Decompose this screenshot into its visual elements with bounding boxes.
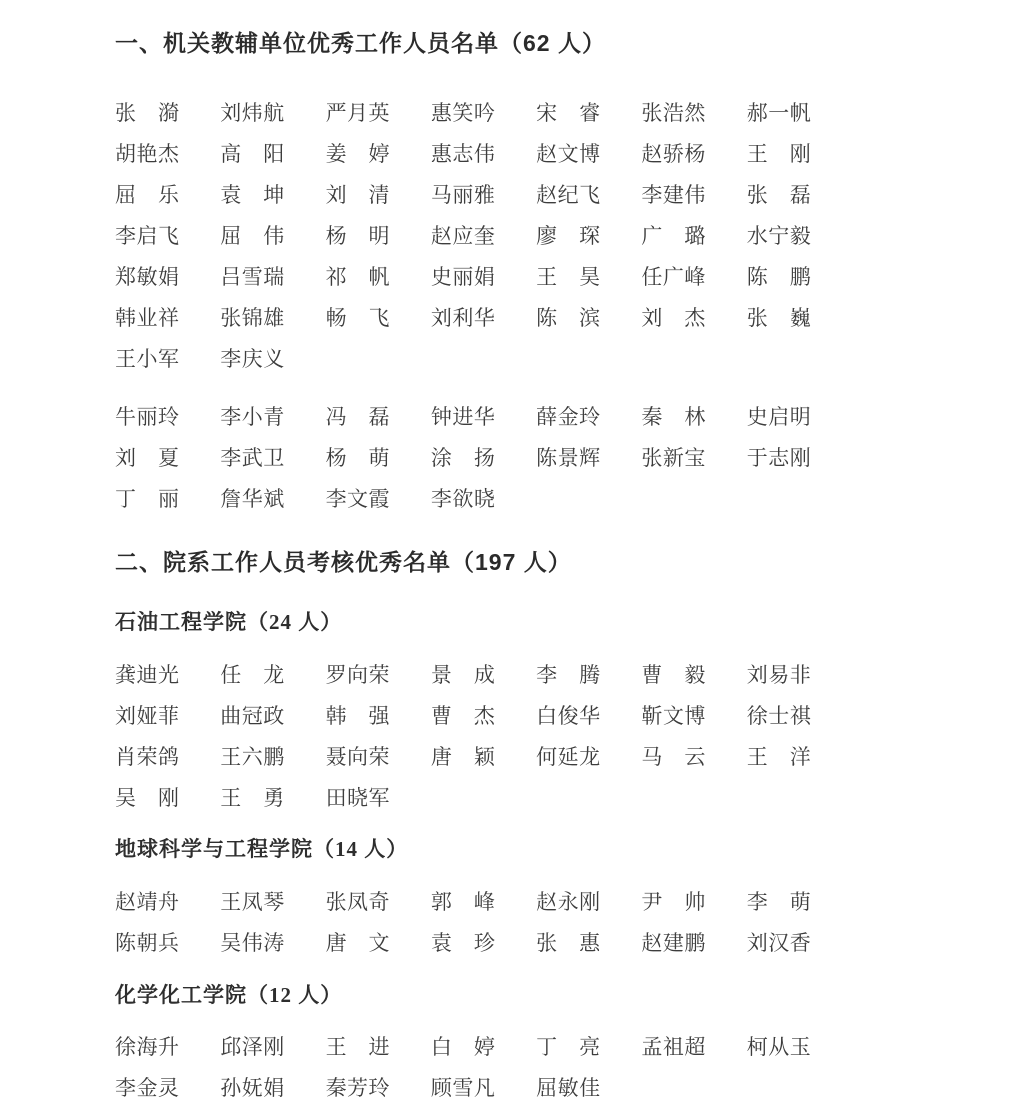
person-name: 靳文博	[641, 703, 706, 728]
person-name: 廖 琛	[536, 224, 601, 249]
person-name: 赵纪飞	[536, 183, 601, 208]
person-name: 袁 珍	[430, 931, 496, 956]
person-name: 陈 鹏	[746, 265, 812, 290]
person-name: 聂向荣	[325, 744, 391, 769]
person-name: 陈景辉	[536, 446, 601, 471]
name-row	[115, 133, 852, 174]
subsection-title: 石油工程学院（24 人）	[115, 610, 343, 635]
person-name: 顾雪凡	[430, 1076, 496, 1101]
name-row	[115, 881, 852, 922]
person-name: 胡艳杰	[115, 142, 180, 167]
person-name: 姜 婷	[325, 142, 391, 167]
name-row	[115, 297, 852, 338]
subsection-title: 化学化工学院（12 人）	[115, 982, 343, 1007]
person-name: 冯 磊	[325, 405, 391, 430]
person-name: 罗向荣	[325, 662, 391, 687]
person-name: 张锦雄	[220, 306, 285, 331]
person-name: 刘汉香	[746, 931, 812, 956]
person-name: 赵永刚	[536, 890, 601, 915]
person-name: 惠笑吟	[430, 101, 496, 126]
person-name: 刘娅菲	[115, 703, 180, 728]
name-row	[115, 478, 852, 519]
person-name: 张 漪	[115, 101, 180, 126]
person-name: 王小军	[115, 347, 180, 372]
person-name: 钟进华	[430, 405, 496, 430]
person-name: 刘 夏	[115, 446, 180, 471]
person-name: 赵靖舟	[115, 890, 180, 915]
section-title: 二、院系工作人员考核优秀名单（197 人）	[115, 548, 572, 575]
person-name: 徐海升	[115, 1035, 180, 1060]
section-title: 一、机关教辅单位优秀工作人员名单（62 人）	[115, 30, 606, 56]
document-content	[115, 30, 852, 1108]
person-name: 涂 扬	[430, 446, 496, 471]
name-row	[115, 922, 852, 963]
person-name: 吴伟涛	[220, 931, 285, 956]
person-name: 孟祖超	[641, 1035, 706, 1060]
person-name: 曹 杰	[430, 703, 496, 728]
person-name: 马 云	[641, 744, 706, 769]
person-name: 李 腾	[536, 662, 601, 687]
person-name: 李建伟	[641, 183, 706, 208]
name-row	[115, 1067, 852, 1108]
name-row	[115, 92, 852, 133]
person-name: 牛丽玲	[115, 405, 180, 430]
person-name: 李庆义	[220, 347, 285, 372]
person-name: 王 洋	[746, 744, 812, 769]
name-group	[115, 396, 852, 519]
person-name: 尹 帅	[641, 890, 706, 915]
person-name: 李启飞	[115, 224, 180, 249]
person-name: 丁 丽	[115, 487, 180, 512]
person-name: 白 婷	[430, 1035, 496, 1060]
person-name: 李欲晓	[430, 487, 496, 512]
person-name: 王 刚	[746, 142, 812, 167]
person-name: 薛金玲	[536, 405, 601, 430]
person-name: 吕雪瑞	[220, 265, 285, 290]
name-row	[115, 653, 852, 694]
person-name: 屈敏佳	[536, 1076, 601, 1101]
person-name: 王 昊	[536, 265, 601, 290]
person-name: 袁 坤	[220, 183, 285, 208]
name-row	[115, 776, 852, 817]
person-name: 郭 峰	[430, 890, 496, 915]
person-name: 韩业祥	[115, 306, 180, 331]
person-name: 张凤奇	[325, 890, 391, 915]
person-name: 郑敏娟	[115, 265, 180, 290]
person-name: 赵建鹏	[641, 931, 706, 956]
person-name: 龚迪光	[115, 662, 180, 687]
person-name: 王凤琴	[220, 890, 285, 915]
subsection-title: 地球科学与工程学院（14 人）	[115, 837, 409, 862]
person-name: 韩 强	[325, 703, 391, 728]
person-name: 张 磊	[746, 183, 812, 208]
person-name: 郝一帆	[746, 101, 812, 126]
person-name: 李武卫	[220, 446, 285, 471]
person-name: 唐 颖	[430, 744, 496, 769]
person-name: 马丽雅	[430, 183, 496, 208]
name-group	[115, 881, 852, 963]
name-group	[115, 92, 852, 379]
person-name: 李金灵	[115, 1076, 180, 1101]
person-name: 曹 毅	[641, 662, 706, 687]
person-name: 史启明	[746, 405, 812, 430]
person-name: 刘 清	[325, 183, 391, 208]
person-name: 祁 帆	[325, 265, 391, 290]
name-row	[115, 396, 852, 437]
person-name: 詹华斌	[220, 487, 285, 512]
person-name: 畅 飞	[325, 306, 391, 331]
person-name: 赵骄杨	[641, 142, 706, 167]
name-row	[115, 437, 852, 478]
person-name: 任 龙	[220, 662, 285, 687]
person-name: 曲冠政	[220, 703, 285, 728]
person-name: 田晓军	[325, 785, 391, 810]
person-name: 任广峰	[641, 265, 706, 290]
person-name: 李小青	[220, 405, 285, 430]
person-name: 唐 文	[325, 931, 391, 956]
person-name: 张新宝	[641, 446, 706, 471]
person-name: 张 惠	[536, 931, 601, 956]
person-name: 屈 伟	[220, 224, 285, 249]
name-row	[115, 338, 852, 379]
person-name: 吴 刚	[115, 785, 180, 810]
person-name: 高 阳	[220, 142, 285, 167]
person-name: 孙妩娟	[220, 1076, 285, 1101]
person-name: 景 成	[430, 662, 496, 687]
person-name: 陈 滨	[536, 306, 601, 331]
person-name: 丁 亮	[536, 1035, 601, 1060]
name-row	[115, 215, 852, 256]
person-name: 赵应奎	[430, 224, 496, 249]
person-name: 杨 明	[325, 224, 391, 249]
person-name: 徐士祺	[746, 703, 812, 728]
name-group	[115, 1026, 852, 1108]
person-name: 杨 萌	[325, 446, 391, 471]
person-name: 柯从玉	[746, 1035, 812, 1060]
name-row	[115, 174, 852, 215]
person-name: 白俊华	[536, 703, 601, 728]
person-name: 王六鹏	[220, 744, 285, 769]
person-name: 李文霞	[325, 487, 391, 512]
name-row	[115, 1026, 852, 1067]
person-name: 屈 乐	[115, 183, 180, 208]
person-name: 惠志伟	[430, 142, 496, 167]
person-name: 刘 杰	[641, 306, 706, 331]
name-row	[115, 256, 852, 297]
person-name: 史丽娟	[430, 265, 496, 290]
person-name: 水宁毅	[746, 224, 812, 249]
name-row	[115, 735, 852, 776]
person-name: 张 巍	[746, 306, 812, 331]
person-name: 刘利华	[430, 306, 496, 331]
person-name: 李 萌	[746, 890, 812, 915]
person-name: 广 璐	[641, 224, 706, 249]
person-name: 肖荣鸽	[115, 744, 180, 769]
person-name: 秦 林	[641, 405, 706, 430]
name-group	[115, 653, 852, 817]
person-name: 张浩然	[641, 101, 706, 126]
person-name: 王 进	[325, 1035, 391, 1060]
person-name: 严月英	[325, 101, 391, 126]
person-name: 秦芳玲	[325, 1076, 391, 1101]
person-name: 何延龙	[536, 744, 601, 769]
name-row	[115, 694, 852, 735]
person-name: 陈朝兵	[115, 931, 180, 956]
person-name: 邱泽刚	[220, 1035, 285, 1060]
person-name: 刘易非	[746, 662, 812, 687]
person-name: 于志刚	[746, 446, 812, 471]
person-name: 宋 睿	[536, 101, 601, 126]
person-name: 刘炜航	[220, 101, 285, 126]
person-name: 王 勇	[220, 785, 285, 810]
person-name: 赵文博	[536, 142, 601, 167]
